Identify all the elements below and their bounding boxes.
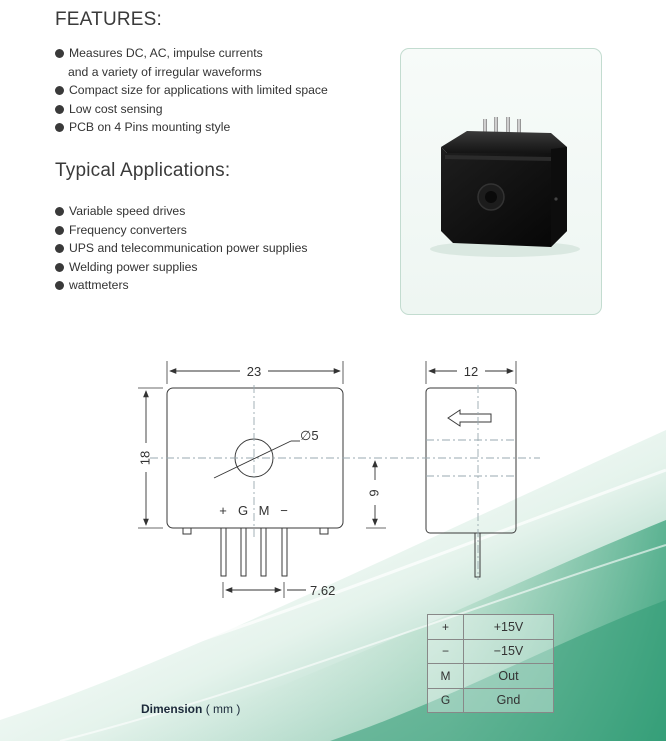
applications-heading: Typical Applications:: [55, 160, 231, 181]
feature-item: Measures DC, AC, impulse currents: [55, 44, 328, 63]
current-direction-arrow: [448, 410, 491, 426]
pin-function: Out: [464, 664, 554, 689]
application-item: Variable speed drives: [55, 202, 307, 221]
table-row: [428, 688, 554, 713]
features-heading: FEATURES:: [55, 9, 163, 30]
pin-assignment-table: [427, 614, 554, 713]
feature-item-continuation: and a variety of irregular waveforms: [68, 64, 262, 79]
application-item: Frequency converters: [55, 221, 307, 240]
depth-dimension-label: 12: [463, 364, 479, 379]
pin-function: Gnd: [464, 688, 554, 713]
pin-symbol: +: [428, 615, 464, 640]
dimension-caption: Dimension ( mm ): [141, 702, 241, 716]
pin-symbol: G: [428, 688, 464, 713]
pin-function: +15V: [464, 615, 554, 640]
hole-diameter-leader: [214, 441, 291, 478]
pin-label-plus: +: [219, 503, 227, 518]
application-item: UPS and telecommunication power supplies: [55, 239, 307, 258]
table-row: [428, 639, 554, 664]
pin-label-minus: −: [280, 503, 288, 518]
pin-function: −15V: [464, 639, 554, 664]
feature-item: PCB on 4 Pins mounting style: [55, 118, 328, 137]
table-row: [428, 615, 554, 640]
pin-symbol: −: [428, 639, 464, 664]
application-item: Welding power supplies: [55, 258, 307, 277]
height-dimension-label: 18: [137, 450, 153, 466]
pin-label-g: G: [237, 503, 249, 518]
feature-item: Low cost sensing: [55, 100, 328, 119]
width-dimension-label: 23: [246, 364, 262, 379]
sensor-side-outline: [426, 388, 516, 533]
application-item: wattmeters: [55, 276, 307, 295]
feature-item: Compact size for applications with limited space: [55, 81, 328, 100]
hole-diameter-label: ∅5: [300, 428, 319, 443]
pitch-dimension-label: 7.62: [310, 583, 336, 598]
table-row: [428, 664, 554, 689]
offset-dimension-label: 9: [366, 489, 382, 497]
pin-label-m: M: [258, 503, 270, 518]
pin-symbol: M: [428, 664, 464, 689]
